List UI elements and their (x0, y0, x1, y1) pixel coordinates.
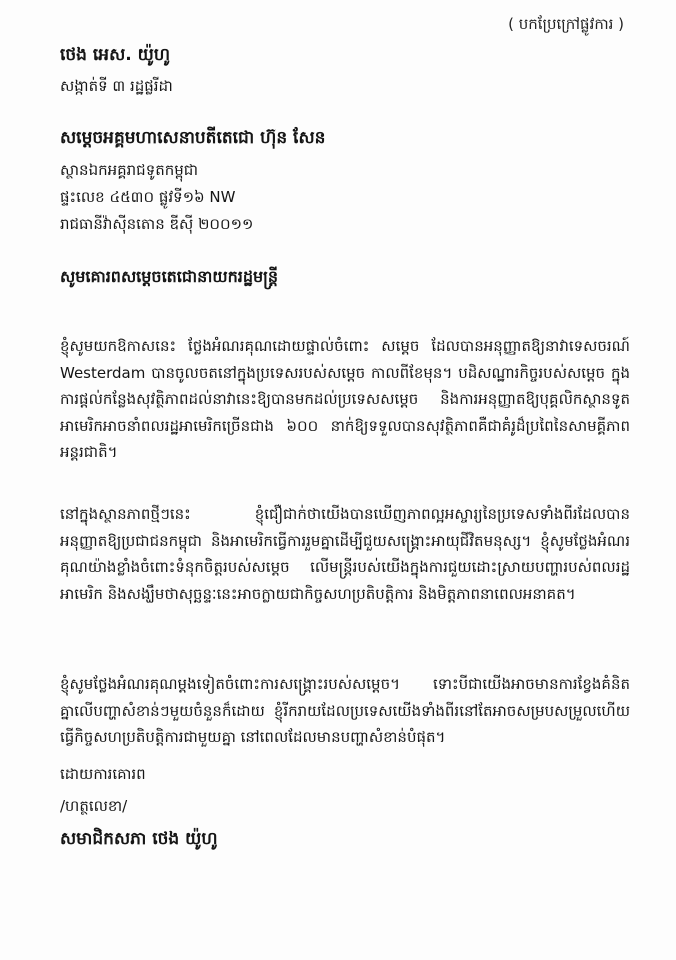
sender-title: សង្កាត់ទី ៣ រដ្ឋផ្លរីដា (60, 77, 173, 95)
recipient-name: សម្ដេចអគ្គមហាសេនាបតីតេជោ ហ៊ុន សែន (60, 128, 326, 148)
body-paragraph: នៅក្នុងស្ថានភាពថ្មីៗនេះ ខ្ញុំជឿជាក់ថាយើងបានឃើញភាពល្អអស្ចារ្យនៃប្រទេសទាំងពីរដែលបានអនុញ្ញាតឱ្យប្រជាជនកម្ពុជា និងអាមេរិកធ្វើការរួមគ្នាដើម្បីជួយសង្គ្រោះអាយុជីវិតមនុស្ស។ ខ្ញុំសូមថ្លែងអំណរគុណយ៉ាងខ្លាំងចំពោះទំនុកចិត្តរបស់សម្ដេច លើមន្ត្រីរបស់យើងក្នុងការជួយដោះស្រាយបញ្ហារបស់ពលរដ្ឋអាមេរិក និងសង្ឃឹមថាសុច្ឆន្ទៈនេះអាចក្លាយជាកិច្ចសហប្រតិបត្តិការ និងមិត្តភាពនាពេលអនាគត។ (60, 505, 630, 603)
signature-note: /ហត្ថលេខា/ (60, 797, 128, 815)
body-paragraph: ខ្ញុំសូមយកឱកាសនេះ ថ្លែងអំណរគុណដោយផ្ទាល់ចំពោះ សម្ដេច ដែលបានអនុញ្ញាតឱ្យនាវាទេសចរណ៍ Westerdam បានចូលចតនៅក្នុងប្រទេសរបស់សម្ដេច កាលពីខែមុន។ បដិសណ្ឋារកិច្ចរបស់សម្ដេច ក្នុងការផ្ដល់កន្លែងសុវត្ថិភាពដល់នាវានេះឱ្យបានមកដល់ប្រទេសសម្ដេច និងការអនុញ្ញាតឱ្យបុគ្គលិកស្ថានទូតអាមេរិកអាចនាំពលរដ្ឋអាមេរិកច្រើនជាង ៦០០ នាក់ឱ្យទទួលបានសុវត្ថិភាពគឺជាគំរូដ៏ប្រពៃនៃសាមគ្គីភាពអន្តរជាតិ។ (60, 337, 630, 461)
signer-name: សមាជិកសភា ថេង យ៉ូហូ (60, 829, 218, 849)
recipient-address-line: រាជធានីវ៉ាស៊ីនតោន ឌីស៊ី ២០០១១ (60, 215, 254, 233)
recipient-address-line: ស្ថានឯកអគ្គរាជទូតកម្ពុជា (60, 161, 199, 179)
closing: ដោយការគោរព (60, 765, 146, 783)
salutation: សូមគោរពសម្តេចតេជោនាយករដ្ឋមន្ត្រី (60, 267, 279, 286)
sender-name: ថេង អេស. យ៉ូហូ (60, 45, 171, 65)
body-paragraph: ខ្ញុំសូមថ្លែងអំណរគុណម្ដងទៀតចំពោះការសង្គ្រោះរបស់សម្ដេច។ ទោះបីជាយើងអាចមានការខ្វែងគំនិតគ្នាលើបញ្ហាសំខាន់ៗមួយចំនួនក៏ដោយ ខ្ញុំរីករាយដែលប្រទេសយើងទាំងពីរនៅតែអាចសម្របសម្រួលហើយធ្វើកិច្ចសហប្រតិបត្តិការជាមួយគ្នា នៅពេលដែលមានបញ្ហាសំខាន់បំផុត។ (60, 675, 630, 746)
translation-note: ( បកប្រែក្រៅផ្លូវការ ) (508, 15, 624, 33)
recipient-address-line: ផ្ទះលេខ ៤៥៣០ ផ្លូវទី១៦ NW (60, 188, 236, 206)
